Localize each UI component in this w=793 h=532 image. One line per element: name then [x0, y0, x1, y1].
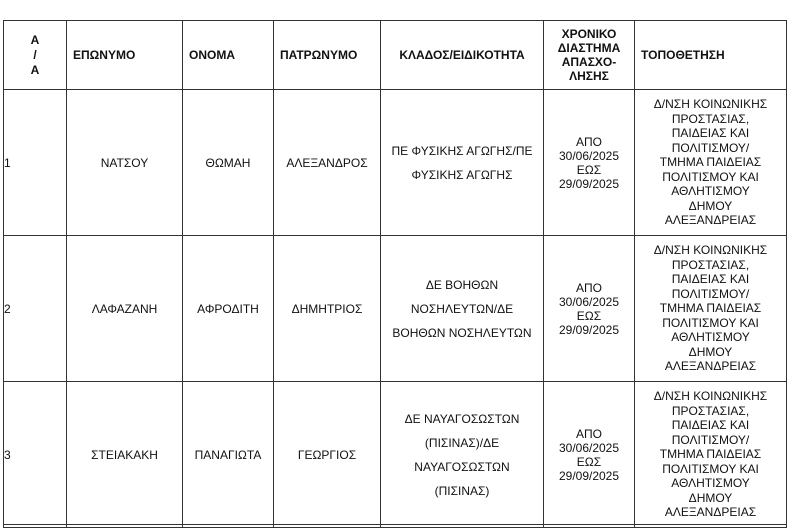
table-row: [4, 382, 787, 528]
period-line: 30/06/2025: [558, 294, 620, 309]
topothetisi-line: ΑΘΛΗΤΙΣΜΟΥ: [671, 330, 750, 345]
topothetisi-line: Δ/ΝΣΗ ΚΟΙΝΩΝΙΚΗΣ: [653, 389, 768, 404]
row-aa: 1: [4, 90, 67, 236]
period-line: ΑΠΟ: [575, 280, 602, 295]
header-topothetisi: ΤΟΠΟΘΕΤΗΣΗ: [635, 21, 787, 90]
topothetisi-line: ΤΜΗΜΑ ΠΑΙΔΕΙΑΣ: [659, 447, 762, 462]
topothetisi-line: ΑΛΕΞΑΝΔΡΕΙΑΣ: [664, 505, 757, 520]
header-period: [544, 21, 635, 90]
topothetisi-line: ΔΗΜΟΥ: [688, 490, 733, 505]
row-eponymo: ΣΤΕΙΑΚΑΚΗ: [67, 382, 183, 528]
topothetisi-line: ΠΟΛΙΤΙΣΜΟΥ/: [671, 432, 750, 447]
page-divider: [3, 524, 786, 525]
header-period-line: ΔΙΑΣΤΗΜΑ: [557, 41, 621, 55]
period-line: 30/06/2025: [558, 148, 620, 163]
topothetisi-line: ΠΡΟΣΤΑΣΙΑΣ,: [671, 403, 750, 418]
topothetisi-line: ΠΟΛΙΤΙΣΜΟΥ/: [671, 286, 750, 301]
period-line: ΑΠΟ: [575, 134, 602, 149]
header-aa: [4, 21, 67, 90]
topothetisi-line: ΠΟΛΙΤΙΣΜΟΥ ΚΑΙ: [662, 461, 759, 476]
klados-line: ΠΕ ΦΥΣΙΚΗΣ ΑΓΩΓΗΣ/ΠΕ: [391, 143, 533, 158]
row-period: [544, 382, 635, 528]
klados-line: ΝΑΥΑΓΟΣΩΣΤΩΝ: [414, 459, 510, 474]
header-period-line: ΛΗΣΗΣ: [569, 69, 609, 83]
klados-line: ΝΟΣΗΛΕΥΤΩΝ/ΔΕ: [410, 301, 514, 316]
klados-line: ΔΕ ΝΑΥΑΓΟΣΩΣΤΩΝ: [404, 411, 520, 426]
row-onoma: ΘΩΜΑΗ: [183, 90, 274, 236]
row-topothetisi: [635, 236, 787, 382]
topothetisi-line: ΤΜΗΜΑ ΠΑΙΔΕΙΑΣ: [659, 155, 762, 170]
header-period-line: ΧΡΟΝΙΚΟ: [561, 27, 617, 41]
topothetisi-line: ΔΗΜΟΥ: [688, 344, 733, 359]
topothetisi-line: ΠΡΟΣΤΑΣΙΑΣ,: [671, 257, 750, 272]
klados-line: ΒΟΗΘΩΝ ΝΟΣΗΛΕΥΤΩΝ: [392, 325, 532, 340]
header-aa-mid: /: [33, 47, 37, 62]
klados-line: ΦΥΣΙΚΗΣ ΑΓΩΓΗΣ: [411, 167, 513, 182]
header-period-line: ΑΠΑΣΧΟ-: [561, 55, 617, 69]
row-patronymo: ΑΛΕΞΑΝΔΡΟΣ: [274, 90, 381, 236]
topothetisi-line: ΠΑΙΔΕΙΑΣ ΚΑΙ: [671, 272, 750, 287]
topothetisi-line: ΤΜΗΜΑ ΠΑΙΔΕΙΑΣ: [659, 301, 762, 316]
row-eponymo: ΝΑΤΣΟΥ: [67, 90, 183, 236]
topothetisi-line: ΑΛΕΞΑΝΔΡΕΙΑΣ: [664, 359, 757, 374]
row-onoma: ΑΦΡΟΔΙΤΗ: [183, 236, 274, 382]
klados-line: ΔΕ ΒΟΗΘΩΝ: [425, 277, 499, 292]
topothetisi-line: ΠΟΛΙΤΙΣΜΟΥ/: [671, 140, 750, 155]
row-period: [544, 90, 635, 236]
row-klados: [381, 382, 544, 528]
table-body: [4, 90, 787, 528]
period-line: 29/09/2025: [558, 468, 620, 483]
row-aa: 2: [4, 236, 67, 382]
row-patronymo: ΔΗΜΗΤΡΙΟΣ: [274, 236, 381, 382]
table-row: [4, 90, 787, 236]
row-eponymo: ΛΑΦΑΖΑΝΗ: [67, 236, 183, 382]
row-onoma: ΠΑΝΑΓΙΩΤΑ: [183, 382, 274, 528]
period-line: 29/09/2025: [558, 322, 620, 337]
period-line: 30/06/2025: [558, 440, 620, 455]
header-row: [4, 21, 787, 90]
period-line: ΕΩΣ: [576, 162, 602, 177]
topothetisi-line: ΑΘΛΗΤΙΣΜΟΥ: [671, 184, 750, 199]
row-aa: 3: [4, 382, 67, 528]
klados-line: (ΠΙΣΙΝΑΣ): [434, 483, 490, 498]
row-klados: [381, 236, 544, 382]
header-eponymo: ΕΠΩΝΥΜΟ: [67, 21, 183, 90]
topothetisi-line: ΠΟΛΙΤΙΣΜΟΥ ΚΑΙ: [662, 315, 759, 330]
row-topothetisi: [635, 90, 787, 236]
topothetisi-line: ΠΡΟΣΤΑΣΙΑΣ,: [671, 111, 750, 126]
klados-line: (ΠΙΣΙΝΑΣ)/ΔΕ: [424, 435, 500, 450]
row-patronymo: ΓΕΩΡΓΙΟΣ: [274, 382, 381, 528]
row-topothetisi: [635, 382, 787, 528]
header-aa-bot: Α: [30, 62, 40, 77]
topothetisi-line: ΠΑΙΔΕΙΑΣ ΚΑΙ: [671, 126, 750, 141]
row-klados: [381, 90, 544, 236]
topothetisi-line: ΑΘΛΗΤΙΣΜΟΥ: [671, 476, 750, 491]
period-line: ΕΩΣ: [576, 308, 602, 323]
topothetisi-line: Δ/ΝΣΗ ΚΟΙΝΩΝΙΚΗΣ: [653, 97, 768, 112]
staff-table: [3, 20, 787, 528]
topothetisi-line: ΠΟΛΙΤΙΣΜΟΥ ΚΑΙ: [662, 169, 759, 184]
table-row: [4, 236, 787, 382]
header-onoma: ΟΝΟΜΑ: [183, 21, 274, 90]
header-klados: ΚΛΑΔΟΣ/ΕΙΔΙΚΟΤΗΤΑ: [381, 21, 544, 90]
topothetisi-line: ΠΑΙΔΕΙΑΣ ΚΑΙ: [671, 418, 750, 433]
header-patronymo: ΠΑΤΡΩΝΥΜΟ: [274, 21, 381, 90]
topothetisi-line: ΔΗΜΟΥ: [688, 198, 733, 213]
row-period: [544, 236, 635, 382]
header-aa-top: Α: [30, 32, 40, 47]
topothetisi-line: ΑΛΕΞΑΝΔΡΕΙΑΣ: [664, 213, 757, 228]
period-line: ΕΩΣ: [576, 454, 602, 469]
topothetisi-line: Δ/ΝΣΗ ΚΟΙΝΩΝΙΚΗΣ: [653, 243, 768, 258]
period-line: 29/09/2025: [558, 176, 620, 191]
period-line: ΑΠΟ: [575, 426, 602, 441]
